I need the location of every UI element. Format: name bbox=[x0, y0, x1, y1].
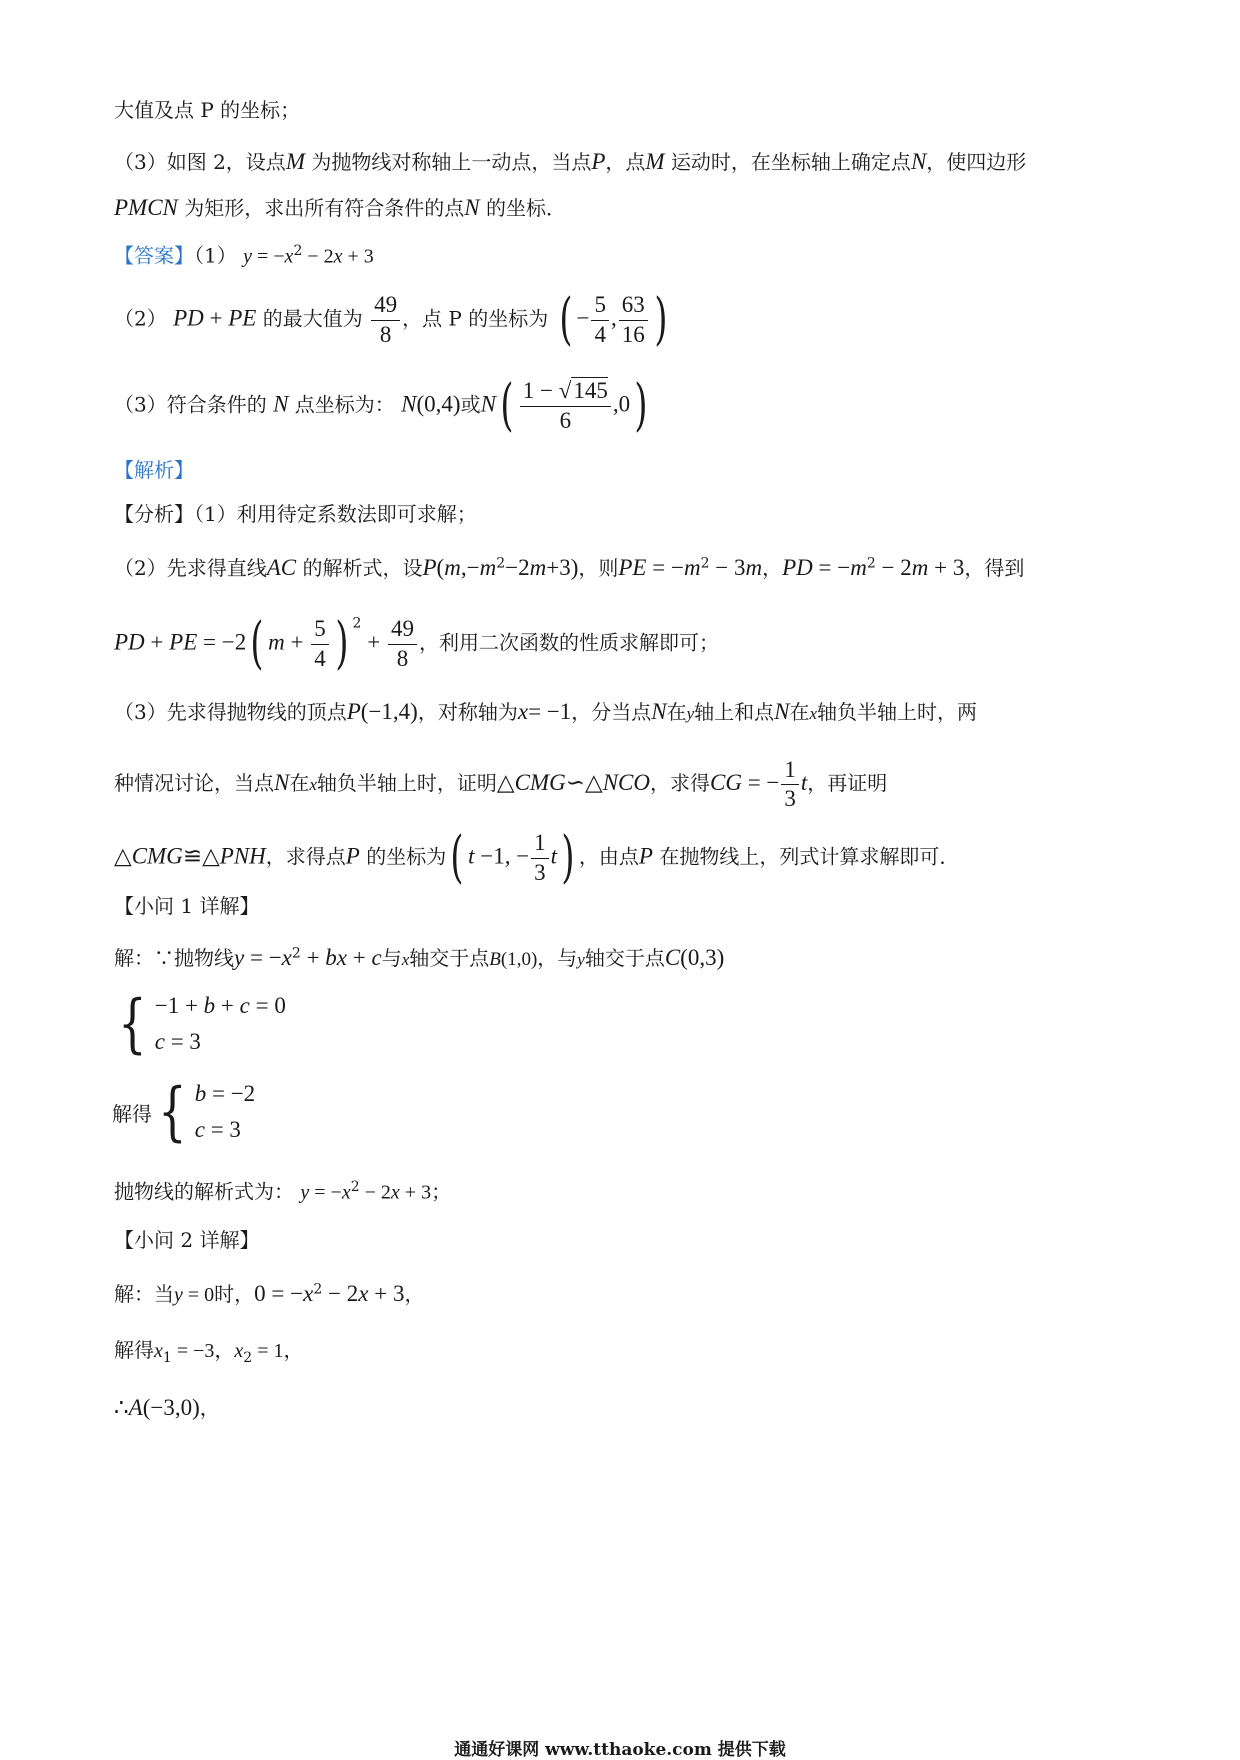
text: ，求得 bbox=[649, 771, 710, 796]
text: 或 bbox=[460, 392, 481, 417]
text: 【小问 2 详解】 bbox=[114, 1228, 260, 1252]
text-line bbox=[114, 100, 300, 120]
text: （3）如图 2，设点 bbox=[114, 150, 286, 174]
text-line: 抛物线的解析式为： $y = -x^2 - 2x + 3$； bbox=[114, 1179, 452, 1204]
text: （3）符合条件的 bbox=[114, 392, 267, 417]
therefore-symbol: ∴ bbox=[114, 1395, 129, 1420]
text: 【小问 1 详解】 bbox=[114, 894, 260, 918]
text: 【分析】（1）利用待定系数法即可求解； bbox=[114, 502, 477, 526]
text: 解：∵抛物线 bbox=[114, 946, 234, 970]
text: 的解析式，设 bbox=[302, 556, 423, 580]
text-line: 解：当y = 0时，$0 = -x^2 - 2x + 3$， bbox=[114, 1281, 425, 1306]
text-line: △CMG≌△PNH，求得点P 的坐标为( t −1, − $\frac{1}{3}$ t) ，由点P 在抛物线上，列式计算求解即可． bbox=[114, 825, 960, 890]
text: 为抛物线对称轴上一动点，当点 bbox=[311, 150, 592, 174]
text: ，点 P 的坐标为 bbox=[402, 306, 549, 331]
text: 解：当 bbox=[114, 1282, 174, 1306]
text: 在 bbox=[666, 700, 687, 724]
text: 轴交于点 bbox=[409, 946, 490, 970]
text: ，求得点 bbox=[265, 844, 346, 869]
equation-system: { −1 + b + c = 0 c = 3 bbox=[118, 987, 286, 1061]
text: ，点 bbox=[605, 150, 646, 174]
text: ，与 bbox=[537, 946, 578, 970]
answer-line: 【答案】（1） $y = -x^2 - 2x + 3$ bbox=[114, 243, 374, 268]
analysis-line bbox=[114, 460, 194, 480]
answer-line: （3）符合条件的 N 点坐标为： N(0,4)或N( $\frac{1 - √145}{6}$ ,0) bbox=[114, 373, 648, 438]
text: ，得到 bbox=[964, 556, 1025, 580]
equation-system: 解得 { b = −2 c = 3 bbox=[112, 1075, 256, 1149]
analysis-tag: 【解析】 bbox=[114, 458, 194, 482]
text: ，使四边形 bbox=[926, 150, 1027, 174]
text-line bbox=[114, 504, 477, 524]
text-line: （2）先求得直线AC 的解析式，设$P(m,-m^2-2m+3)$，则PE = $-m^2 - 3m$，PD = $-m^2 - 2m + 3$，得到 bbox=[114, 555, 1025, 580]
text-line: （3）先求得抛物线的顶点P(−1,4)，对称轴为x= −1，分当点N在y轴上和点N在x轴负半轴上时，两 bbox=[114, 699, 978, 724]
text-line: ∴A(−3,0)， bbox=[114, 1395, 220, 1420]
text: 在 bbox=[289, 771, 310, 796]
text: ，由点 bbox=[578, 844, 639, 869]
text: 在 bbox=[789, 700, 810, 724]
page-footer: 通通好课网 www.tthaoke.com 提供下载 bbox=[454, 1740, 786, 1760]
answer-line: （2） PD + PE 的最大值为 $\frac{49}{8}$ ，点 P 的坐标为 ( − $\frac{5}{4}$ , $\frac{63}{16}$ ) bbox=[114, 287, 668, 352]
text: 解得 bbox=[114, 1338, 154, 1362]
text: 轴上和点 bbox=[694, 700, 775, 724]
answer-tag: 【答案】 bbox=[114, 243, 194, 268]
text: 抛物线的解析式为： bbox=[114, 1179, 294, 1204]
text: 大值及点 P 的坐标； bbox=[114, 98, 301, 122]
text-line: PMCN 为矩形，求出所有符合条件的点N 的坐标． bbox=[114, 195, 566, 220]
text: 种情况讨论，当点 bbox=[114, 771, 274, 796]
text: 在抛物线上，列式计算求解即可． bbox=[659, 844, 960, 869]
text: 与 bbox=[381, 946, 402, 970]
text: （2） bbox=[114, 306, 167, 331]
text-line: （3）如图 2，设点M 为抛物线对称轴上一动点，当点P，点M 运动时，在坐标轴上确定点N，使四边形 bbox=[114, 149, 1027, 174]
text: （2）先求得直线 bbox=[114, 556, 267, 580]
text: ，再证明 bbox=[807, 771, 888, 796]
text: ，则 bbox=[578, 556, 619, 580]
text: 运动时，在坐标轴上确定点 bbox=[670, 150, 911, 174]
section-heading bbox=[114, 896, 259, 916]
text: 时， bbox=[214, 1282, 255, 1306]
text: 的坐标为 bbox=[366, 844, 447, 869]
text-line: 解得$x_1 = -3$，$x_2 = 1$， bbox=[114, 1338, 304, 1366]
text: ，分当点 bbox=[571, 700, 652, 724]
text: ，对称轴为 bbox=[417, 700, 518, 724]
text-line: 种情况讨论，当点N在x轴负半轴上时，证明△CMG∽△NCO，求得CG = − $\frac{1}{3}$ t，再证明 bbox=[114, 757, 888, 812]
text: 的坐标． bbox=[485, 196, 566, 220]
text: （1） bbox=[194, 243, 237, 268]
text: ，利用二次函数的性质求解即可； bbox=[418, 630, 719, 655]
text-line: 解：∵抛物线$y = -x^2$ + bx + c与x轴交于点B(1,0)，与y轴交于点C(0,3) bbox=[114, 945, 725, 970]
section-heading bbox=[114, 1230, 259, 1250]
text: 轴负半轴上时，证明 bbox=[316, 771, 497, 796]
text: 点坐标为： bbox=[294, 392, 395, 417]
text: （3）先求得抛物线的顶点 bbox=[114, 700, 347, 724]
text: 轴负半轴上时，两 bbox=[817, 700, 978, 724]
text: 解得 bbox=[112, 1101, 152, 1126]
text: 的最大值为 bbox=[262, 306, 363, 331]
text: 为矩形，求出所有符合条件的点 bbox=[184, 196, 465, 220]
text-line: PD + PE = −2( m + $\frac{5}{4}$ ) $^2$ + $\frac{49}{8}$ ，利用二次函数的性质求解即可； bbox=[114, 611, 719, 676]
text: 轴交于点 bbox=[584, 946, 665, 970]
